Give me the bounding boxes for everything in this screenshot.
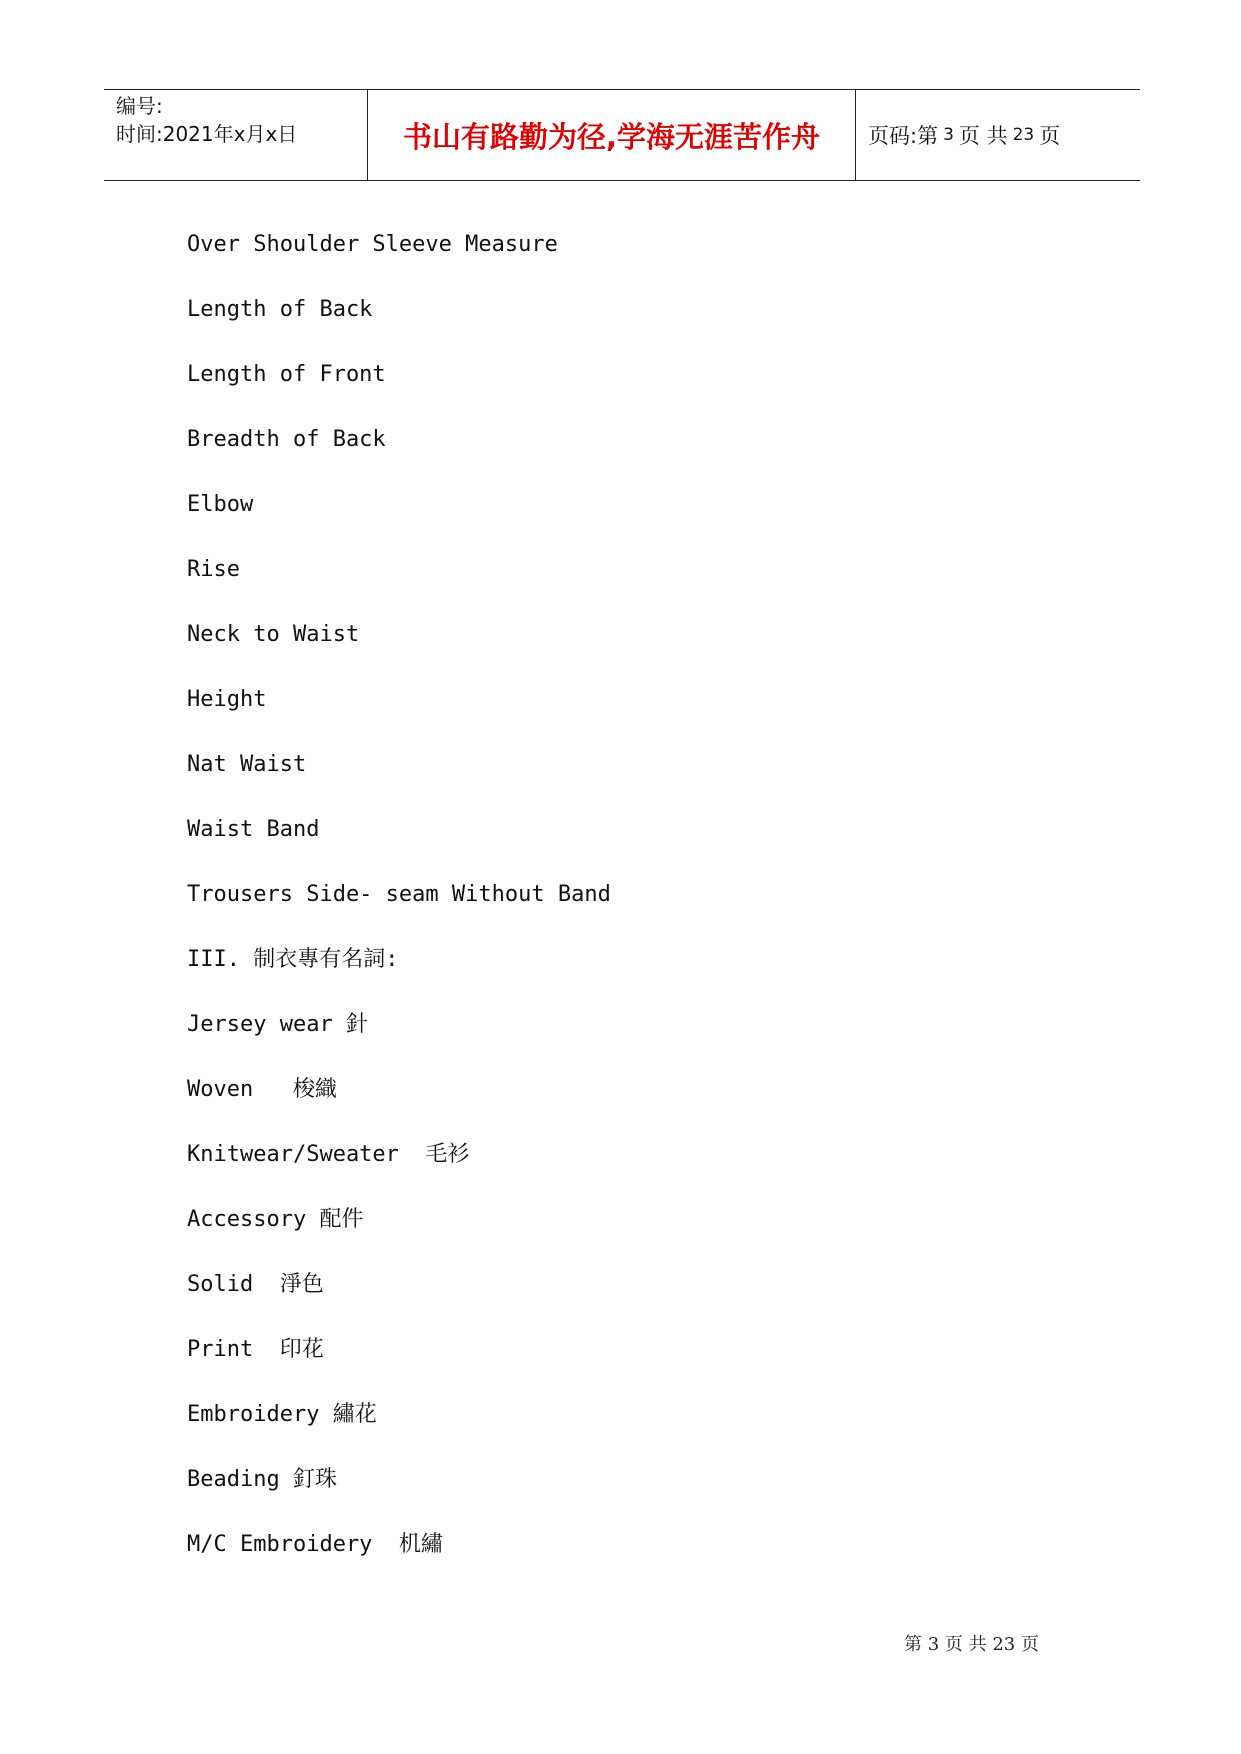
body-line: Knitwear/Sweater 毛衫 — [187, 1142, 470, 1167]
body-line: Length of Front — [187, 362, 386, 387]
page-prefix: 页码:第 — [868, 124, 939, 148]
document-number-label: 编号: — [116, 94, 163, 118]
body-line: Nat Waist — [187, 752, 307, 777]
body-line: Print 印花 — [187, 1337, 324, 1362]
header-divider — [855, 90, 856, 180]
body-line: Trousers Side- seam Without Band — [187, 882, 611, 907]
section-heading: III. 制衣專有名詞: — [187, 947, 399, 972]
document-date-label: 时间:2021年x月x日 — [116, 122, 298, 146]
body-line: Length of Back — [187, 297, 373, 322]
body-line: Elbow — [187, 492, 254, 517]
body-line: Solid 淨色 — [187, 1272, 324, 1297]
body-line: Over Shoulder Sleeve Measure — [187, 232, 558, 257]
body-line: Rise — [187, 557, 240, 582]
body-line: Beading 釘珠 — [187, 1467, 337, 1492]
page-suffix: 页 — [1039, 124, 1061, 148]
page-total: 23 — [1012, 125, 1035, 145]
page-mid: 页 共 — [958, 124, 1008, 148]
body-line: Accessory 配件 — [187, 1207, 364, 1232]
header-meta — [116, 92, 366, 148]
body-line: M/C Embroidery 机繡 — [187, 1532, 443, 1557]
body-line: Neck to Waist — [187, 622, 360, 647]
header-motto: 书山有路勤为径,学海无涯苦作舟 — [402, 119, 821, 154]
page-current: 3 — [943, 125, 954, 145]
body-line: Jersey wear 針 — [187, 1012, 368, 1037]
document-header — [104, 89, 1140, 181]
body-line: Embroidery 繡花 — [187, 1402, 377, 1427]
body-line: Breadth of Back — [187, 427, 386, 452]
page-footer: 第 3 页 共 23 页 — [904, 1634, 1039, 1655]
body-line: Woven 梭織 — [187, 1077, 337, 1102]
header-page-indicator — [868, 90, 1060, 180]
body-line: Waist Band — [187, 817, 320, 842]
document-body — [187, 225, 1087, 1590]
body-line: Height — [187, 687, 267, 712]
